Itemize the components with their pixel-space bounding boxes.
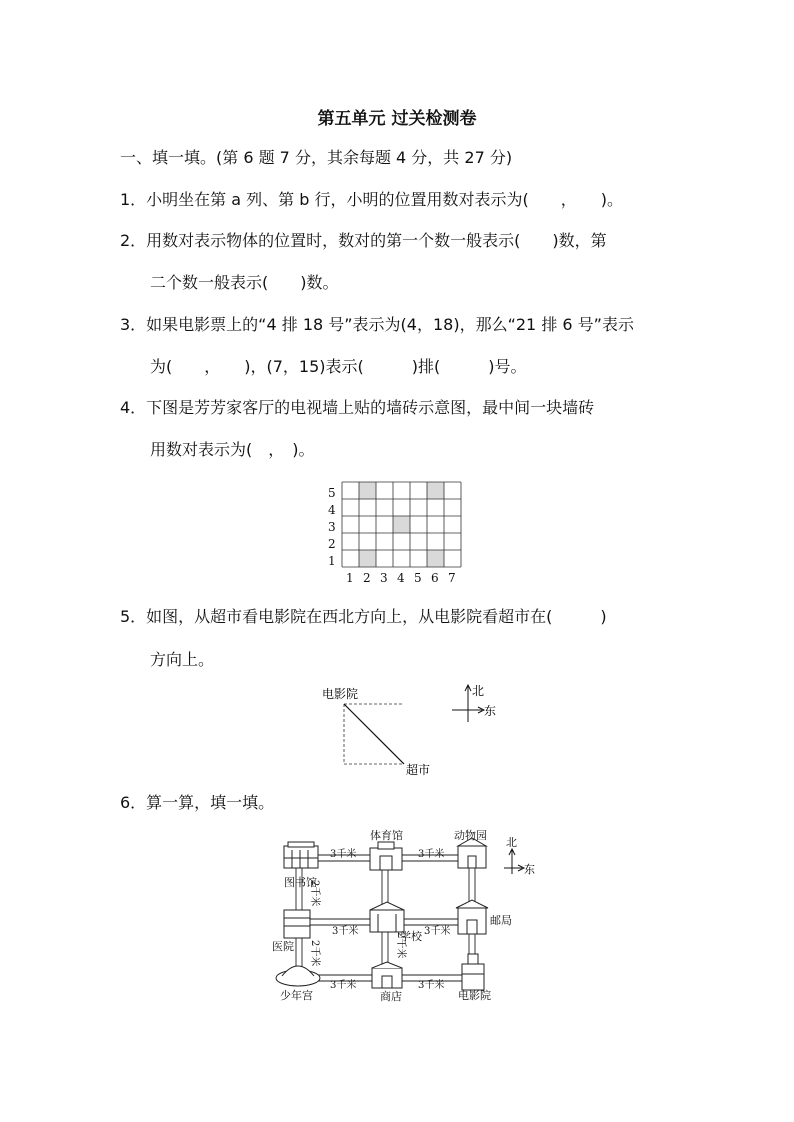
library-building-icon <box>284 842 318 868</box>
zoo-building-icon <box>458 838 486 868</box>
place-shop: 商店 <box>380 990 402 1003</box>
place-zoo: 动物园 <box>454 829 487 842</box>
question-5-line-1: 5．如图，从超市看电影院在西北方向上，从电影院看超市在( ) <box>120 607 607 626</box>
shaded-tile <box>359 482 376 499</box>
question-3-line-2: 为( ， )，(7，15)表示( )排( )号。 <box>150 357 527 376</box>
col-label: 4 <box>397 571 405 585</box>
question-5-line-2: 方向上。 <box>150 650 215 669</box>
shaded-tile <box>359 550 376 567</box>
school-building-icon <box>370 902 404 932</box>
question-2-line-2: 二个数一般表示( )数。 <box>150 273 339 292</box>
row-label: 4 <box>328 503 336 517</box>
place-library: 图书馆 <box>284 876 317 889</box>
row-label: 2 <box>328 537 336 551</box>
distance-label: 2千米 <box>309 880 320 907</box>
question-4-line-2: 用数对表示为( ， )。 <box>150 440 315 459</box>
row-label: 5 <box>328 486 336 500</box>
question-1: 1．小明坐在第 a 列、第 b 行，小明的位置用数对表示为( ， )。 <box>120 190 623 209</box>
col-label: 6 <box>431 571 439 585</box>
market-label: 超市 <box>406 763 431 777</box>
tile-grid-figure <box>322 478 472 590</box>
page-title: 第五单元 过关检测卷 <box>317 109 477 129</box>
col-label: 1 <box>346 571 354 585</box>
diagonal-line <box>344 704 404 764</box>
row-label: 3 <box>328 520 336 534</box>
shaded-tile <box>393 516 410 533</box>
distance-label: 3千米 <box>418 849 445 860</box>
place-hospital: 医院 <box>272 940 294 953</box>
distance-label: 3千米 <box>332 926 359 937</box>
hospital-building-icon <box>284 910 310 938</box>
map-north-label: 北 <box>506 836 517 849</box>
cinema-building-icon <box>462 954 484 990</box>
shaded-tile <box>427 550 444 567</box>
question-3-line-1: 3．如果电影票上的“4 排 18 号”表示为(4，18)，那么“21 排 6 号”表示 <box>120 315 634 334</box>
col-label: 2 <box>363 571 371 585</box>
col-label: 3 <box>380 571 388 585</box>
place-gym: 体育馆 <box>370 829 403 842</box>
place-post-office: 邮局 <box>490 914 512 927</box>
distance-label: 2千米 <box>395 932 406 959</box>
distance-label: 3千米 <box>330 849 357 860</box>
col-label: 7 <box>448 571 456 585</box>
map-east-label: 东 <box>524 863 535 876</box>
gym-building-icon <box>370 842 402 870</box>
distance-label: 2千米 <box>309 940 320 967</box>
direction-figure <box>318 682 518 777</box>
section-heading: 一、填一填。(第 6 题 7 分，其余每题 4 分，共 27 分) <box>120 148 513 167</box>
question-2-line-1: 2．用数对表示物体的位置时，数对的第一个数一般表示( )数，第 <box>120 231 607 250</box>
cinema-label: 电影院 <box>322 687 359 701</box>
north-label: 北 <box>472 684 485 698</box>
shaded-tile <box>427 482 444 499</box>
post-office-building-icon <box>456 900 488 934</box>
place-cinema: 电影院 <box>458 989 491 1002</box>
col-label: 5 <box>414 571 422 585</box>
east-label: 东 <box>484 704 497 718</box>
distance-label: 3千米 <box>424 926 451 937</box>
place-youth-palace: 少年宫 <box>280 989 313 1002</box>
shop-building-icon <box>372 962 402 988</box>
map-figure <box>272 828 542 1006</box>
question-4-line-1: 4．下图是芳芳家客厅的电视墙上贴的墙砖示意图，最中间一块墙砖 <box>120 398 595 417</box>
place-school: 学校 <box>400 930 422 943</box>
distance-label: 3千米 <box>418 980 445 991</box>
row-label: 1 <box>328 554 336 568</box>
question-6: 6．算一算，填一填。 <box>120 793 275 812</box>
youth-palace-building-icon <box>276 966 320 986</box>
distance-label: 3千米 <box>330 980 357 991</box>
